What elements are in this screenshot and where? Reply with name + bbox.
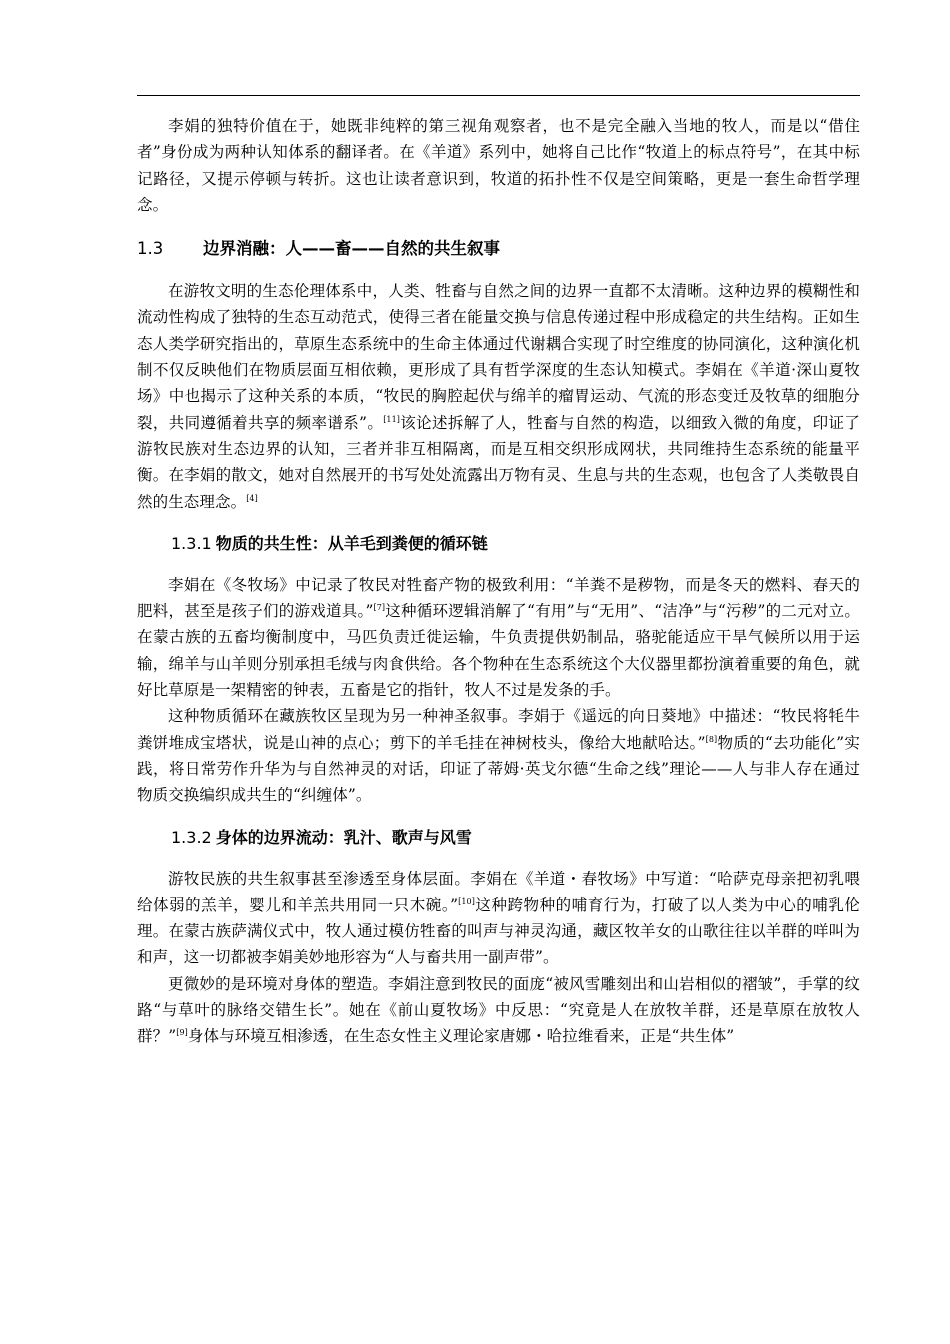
paragraph-text: 物质的“去功能化”实践，将日常劳作升华为与自然神灵的对话，印证了蒂姆·英戈尔德“生命之线”理论——人与非人存在通过物质交换编织成共生的“纠缠体”。 (137, 733, 860, 805)
citation-ref[interactable]: [11] (383, 414, 401, 424)
paragraph-text: 这种循环逻辑消解了“有用”与“无用”、“洁净”与“污秽”的二元对立。在蒙古族的五畜均衡制度中，马匹负责迁徙运输，牛负责提供奶制品，骆驼能适应干旱气候所以用于运输，绵羊与山羊则分别承担毛绒与肉食供给。各个物种在生态系统这个大仪器里都扮演着重要的角色，就好比草原是一架精密的钟表，五畜是它的指针，牧人不过是发条的手。 (137, 602, 861, 700)
paragraph-text: 李娟在《冬牧场》中记录了牧民对牲畜产物的极致利用：“羊粪不是秽物，而是冬天的燃料、春天的肥料，甚至是孩子们的游戏道具。” (137, 575, 860, 621)
section-1-3-1-heading (171, 532, 860, 556)
section-1-3-2-heading (171, 826, 860, 850)
section-1-3-heading (137, 237, 860, 261)
paragraph-text: 游牧民族的共生叙事甚至渗透至身体层面。李娟在《羊道・春牧场》中写道：“哈萨克母亲把初乳喂给体弱的羔羊，婴儿和羊羔共用同一只木碗。” (137, 869, 860, 914)
paragraph-text: 更微妙的是环境对身体的塑造。李娟注意到牧民的面庞“被风雪雕刻出和山岩相似的褶皱”，手掌的纹路“与草叶的脉络交错生长”。她在《前山夏牧场》中反思：“究竟是人在放牧羊群，还是草原在放牧人群？” (137, 974, 860, 1046)
header-rule (137, 95, 860, 96)
paragraph-text: 该论述拆解了人，牲畜与自然的构造，以细致入微的角度，印证了游牧民族对生态边界的认知，三者并非互相隔离，而是互相交织形成网状，共同维持生态系统的能量平衡。在李娟的散文，她对自然展开的书写处处流露出万物有灵、生息与共的生态观，也包含了人类敬畏自然的生态理念。 (137, 413, 860, 511)
paragraph-text: 在游牧文明的生态伦理体系中，人类、牲畜与自然之间的边界一直都不太清晰。这种边界的模糊性和流动性构成了独特的生态互动范式，使得三者在能量交换与信息传递过程中形成稳定的共生结构。正如生态人类学研究指出的，草原生态系统中的生命主体通过代谢耦合实现了时空维度的协同演化，这种演化机制不仅反映他们在物质层面互相依赖，更形成了具有哲学深度的生态认知模式。李娟在《羊道·深山夏牧场》中也揭示了这种关系的本质，“牧民的胸腔起伏与绵羊的瘤胃运动、气流的形态变迁及牧草的细胞分裂，共同遵循着共享的频率谱系”。 (137, 282, 860, 432)
section-1-3-paragraph (137, 278, 860, 515)
section-1-3-2-title: 身体的边界流动：乳汁、歌声与风雪 (215, 827, 472, 847)
section-1-3-2-paragraph-1 (137, 866, 860, 971)
citation-ref[interactable]: [7] (373, 603, 386, 613)
section-1-3-1-number: 1.3.1 (171, 533, 212, 553)
citation-ref[interactable]: [8] (705, 734, 718, 744)
section-1-3-title: 边界消融：人——畜——自然的共生叙事 (203, 239, 500, 259)
citation-ref[interactable]: [4] (246, 493, 258, 503)
intro-paragraph-text: 李娟的独特价值在于，她既非纯粹的第三视角观察者，也不是完全融入当地的牧人，而是以“借住者”身份成为两种认知体系的翻译者。在《羊道》系列中，她将自己比作“牧道上的标点符号”，在其中标记路径，又提示停顿与转折。这也让读者意识到，牧道的拓扑性不仅是空间策略，更是一套生命哲学理念。 (137, 117, 860, 214)
paragraph-text: 这种跨物种的哺育行为，打破了以人类为中心的哺乳伦理。在蒙古族萨满仪式中，牧人通过模仿牲畜的叫声与神灵沟通，藏区牧羊女的山歌往往以羊群的咩叫为和声，这一切都被李娟美妙地形容为“人与畜共用一副声带”。 (137, 895, 860, 967)
section-1-3-1-paragraph-1 (137, 572, 860, 703)
citation-ref[interactable]: [9] (176, 1028, 188, 1038)
section-1-3-2-number: 1.3.2 (171, 827, 212, 847)
page-body (137, 113, 860, 1050)
paragraph-text: 身体与环境互相渗透，在生态女性主义理论家唐娜・哈拉维看来，正是“共生体” (187, 1027, 735, 1046)
section-1-3-2-paragraph-2 (137, 971, 860, 1050)
citation-ref[interactable]: [10] (458, 896, 475, 906)
intro-paragraph (137, 113, 860, 218)
paragraph-text: 这种物质循环在藏族牧区呈现为另一种神圣叙事。李娟于《遥远的向日葵地》中描述：“牧民将牦牛粪饼堆成宝塔状，说是山神的点心；剪下的羊毛挂在神树枝头，像给大地献哈达。” (137, 707, 860, 752)
section-1-3-1-paragraph-2 (137, 703, 860, 808)
section-1-3-number: 1.3 (137, 239, 164, 259)
section-1-3-1-title: 物质的共生性：从羊毛到粪便的循环链 (215, 533, 488, 553)
